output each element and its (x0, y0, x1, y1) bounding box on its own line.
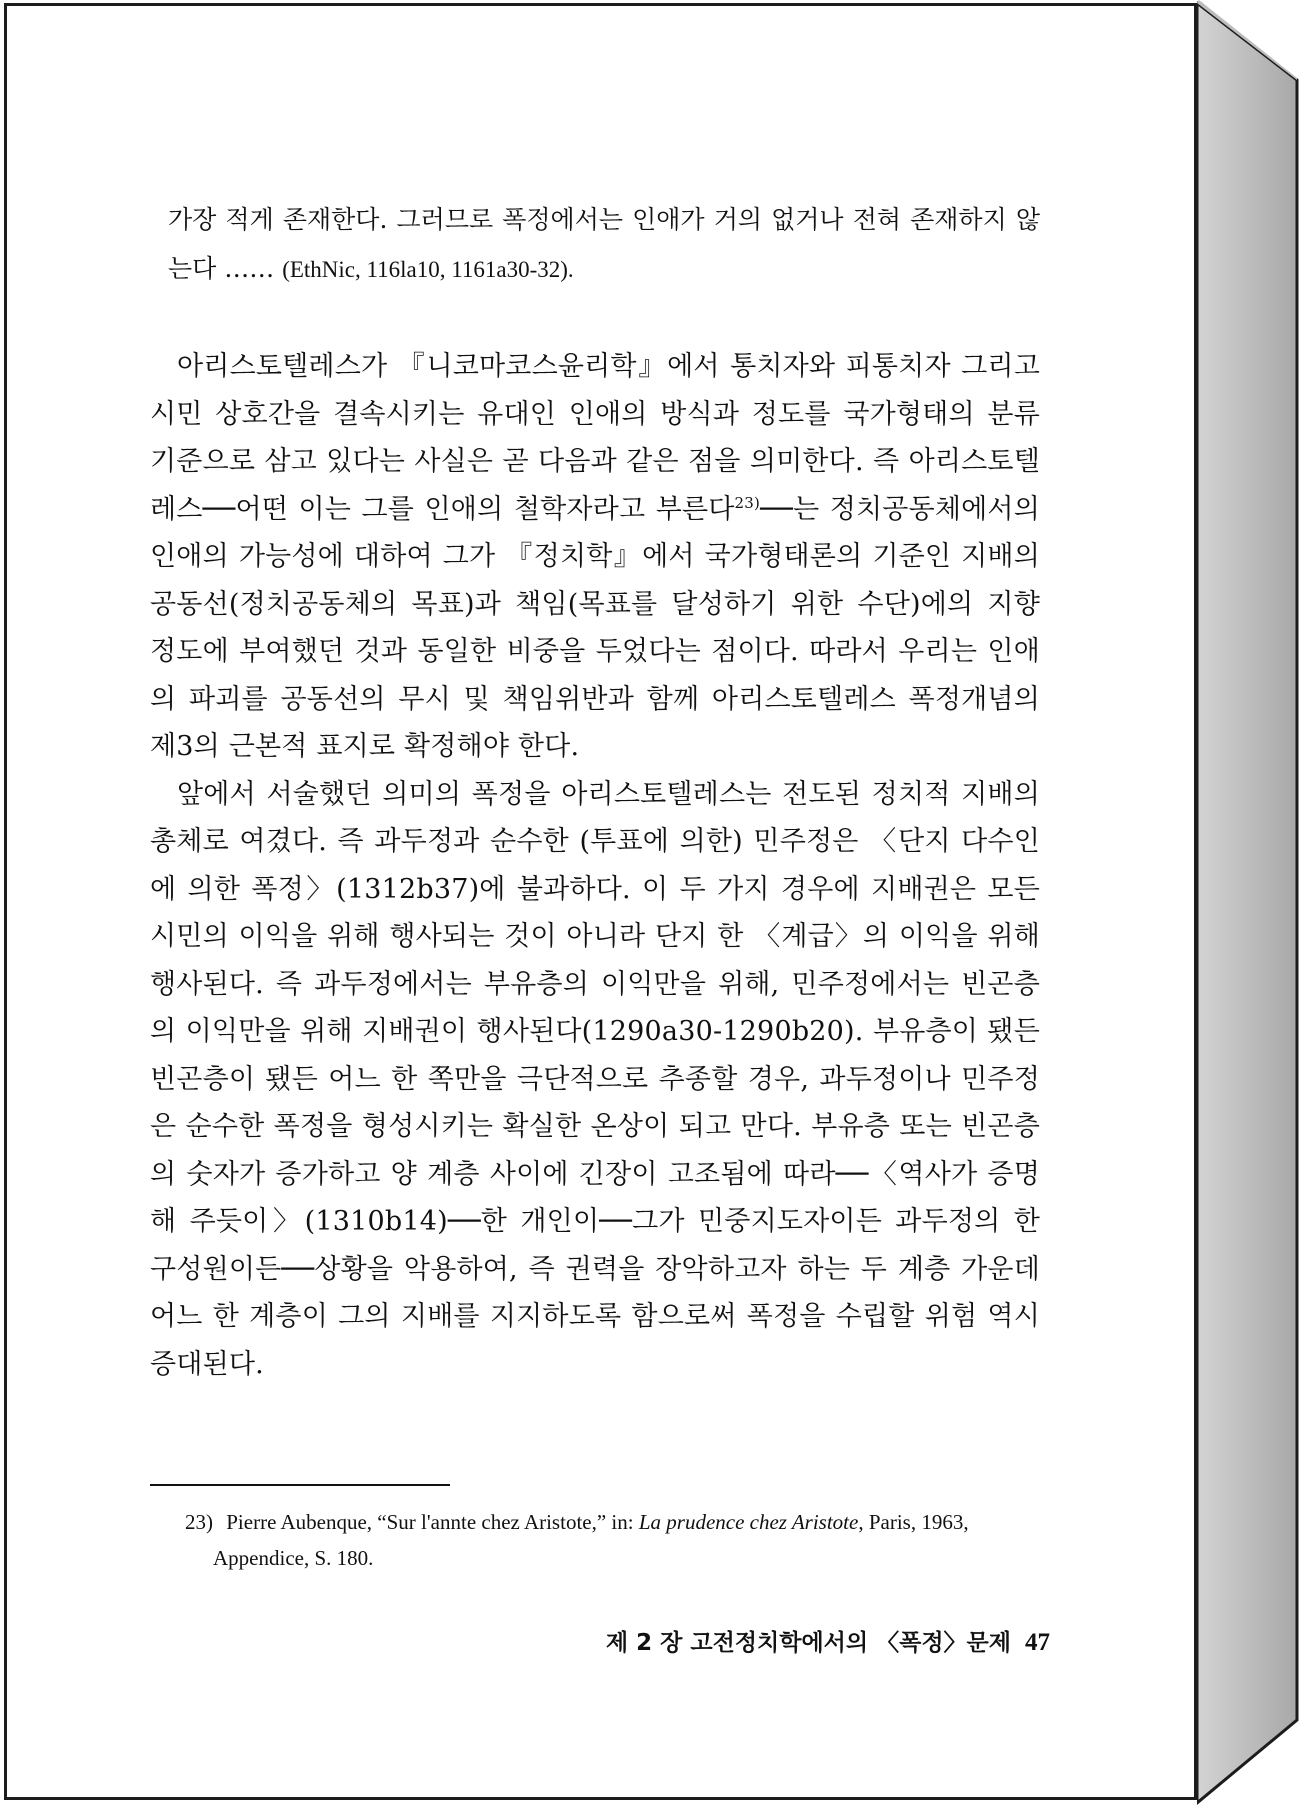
footnote-divider (150, 1484, 450, 1486)
paragraph-2-text: 앞에서 서술했던 의미의 폭정을 아리스토텔레스는 전도된 정치적 지배의 총체로 여겼다. 즉 과두정과 순수한 (투표에 의한) 민주정은 〈단지 다수인에 의한 폭정〉(1312b37)에 불과하다. 이 두 가지 경우에 지배권은 모든 시민의 이익을 위해 행사되는 것이 아니라 단지 한 〈계급〉의 이익을 위해 행사된다. 즉 과두정에서는 부유층의 이익만을 위해, 민주정에서는 빈곤층의 이익만을 위해 지배권이 행사된다(1290a30-1290b20). 부유층이 됐든 빈곤층이 됐든 어느 한 쪽만을 극단적으로 추종할 경우, 과두정이나 민주정은 순수한 폭정을 형성시키는 확실한 온상이 되고 만다. 부유층 또는 빈곤층의 숫자가 증가하고 양 계층 사이에 긴장이 고조됨에 따라──〈역사가 증명해 주듯이〉(1310b14)──한 개인이──그가 민중지도자이든 과두정의 한 구성원이든──상황을 악용하여, 즉 권력을 장악하고자 하는 두 계층 가운데 어느 한 계층이 그의 지배를 지지하도록 함으로써 폭정을 수립할 위험 역시 증대된다. (150, 778, 1040, 1380)
book-edge-face (1197, 3, 1297, 1803)
paragraph-1-part2: ──는 정치공동체에서의 인애의 가능성에 대하여 그가 『정치학』에서 국가형태론의 기준인 지배의 공동선(정치공동체의 목표)과 책임(목표를 달성하기 위한 수단)에의 지향 정도에 부여했던 것과 동일한 비중을 두었다는 점이다. 따라서 우리는 인애의 파괴를 공동선의 무시 및 책임위반과 함께 아리스토텔레스 폭정개념의 제3의 근본적 표지로 확정해야 한다. (150, 493, 1040, 762)
book-edge-decoration (1197, 0, 1301, 1806)
paragraph-1 (150, 343, 1040, 771)
footnote-publication: , Paris, 1963, (858, 1510, 969, 1534)
footnote-article: “Sur l'annte chez Aristote,” (377, 1510, 607, 1534)
running-footer (480, 1624, 1050, 1657)
footnote-book-title: La prudence chez Aristote (638, 1510, 859, 1534)
block-quote (168, 195, 1040, 294)
footnote-number: 23) (185, 1510, 213, 1534)
footnote-23 (185, 1504, 1045, 1576)
footnote-continuation: Appendice, S. 180. (213, 1546, 374, 1570)
paragraph-2 (150, 771, 1040, 1389)
footnote-reference[interactable]: 23) (734, 493, 761, 512)
paragraph-1-part1: 아리스토텔레스가 『니코마코스윤리학』에서 통치자와 피통치자 그리고 시민 상호간을 결속시키는 유대인 인애의 방식과 정도를 국가형태의 분류 기준으로 삼고 있다는 사실은 곧 다음과 같은 점을 의미한다. 즉 아리스토텔레스──어떤 이는 그를 인애의 철학자라고 부른다 (150, 351, 1040, 525)
chapter-title: 제 2 장 고전정치학에서의 〈폭정〉문제 (605, 1630, 1011, 1656)
quote-citation: (EthNic, 116la10, 1161a30-32). (282, 257, 574, 282)
page-body (150, 195, 1040, 1388)
footnote-author: Pierre Aubenque, (226, 1510, 373, 1534)
page-number: 47 (1025, 1629, 1050, 1656)
quote-text: 가장 적게 존재한다. 그러므로 폭정에서는 인애가 거의 없거나 전혀 존재하지 않는다 …… (168, 205, 1040, 283)
footnote-in: in: (611, 1510, 634, 1534)
